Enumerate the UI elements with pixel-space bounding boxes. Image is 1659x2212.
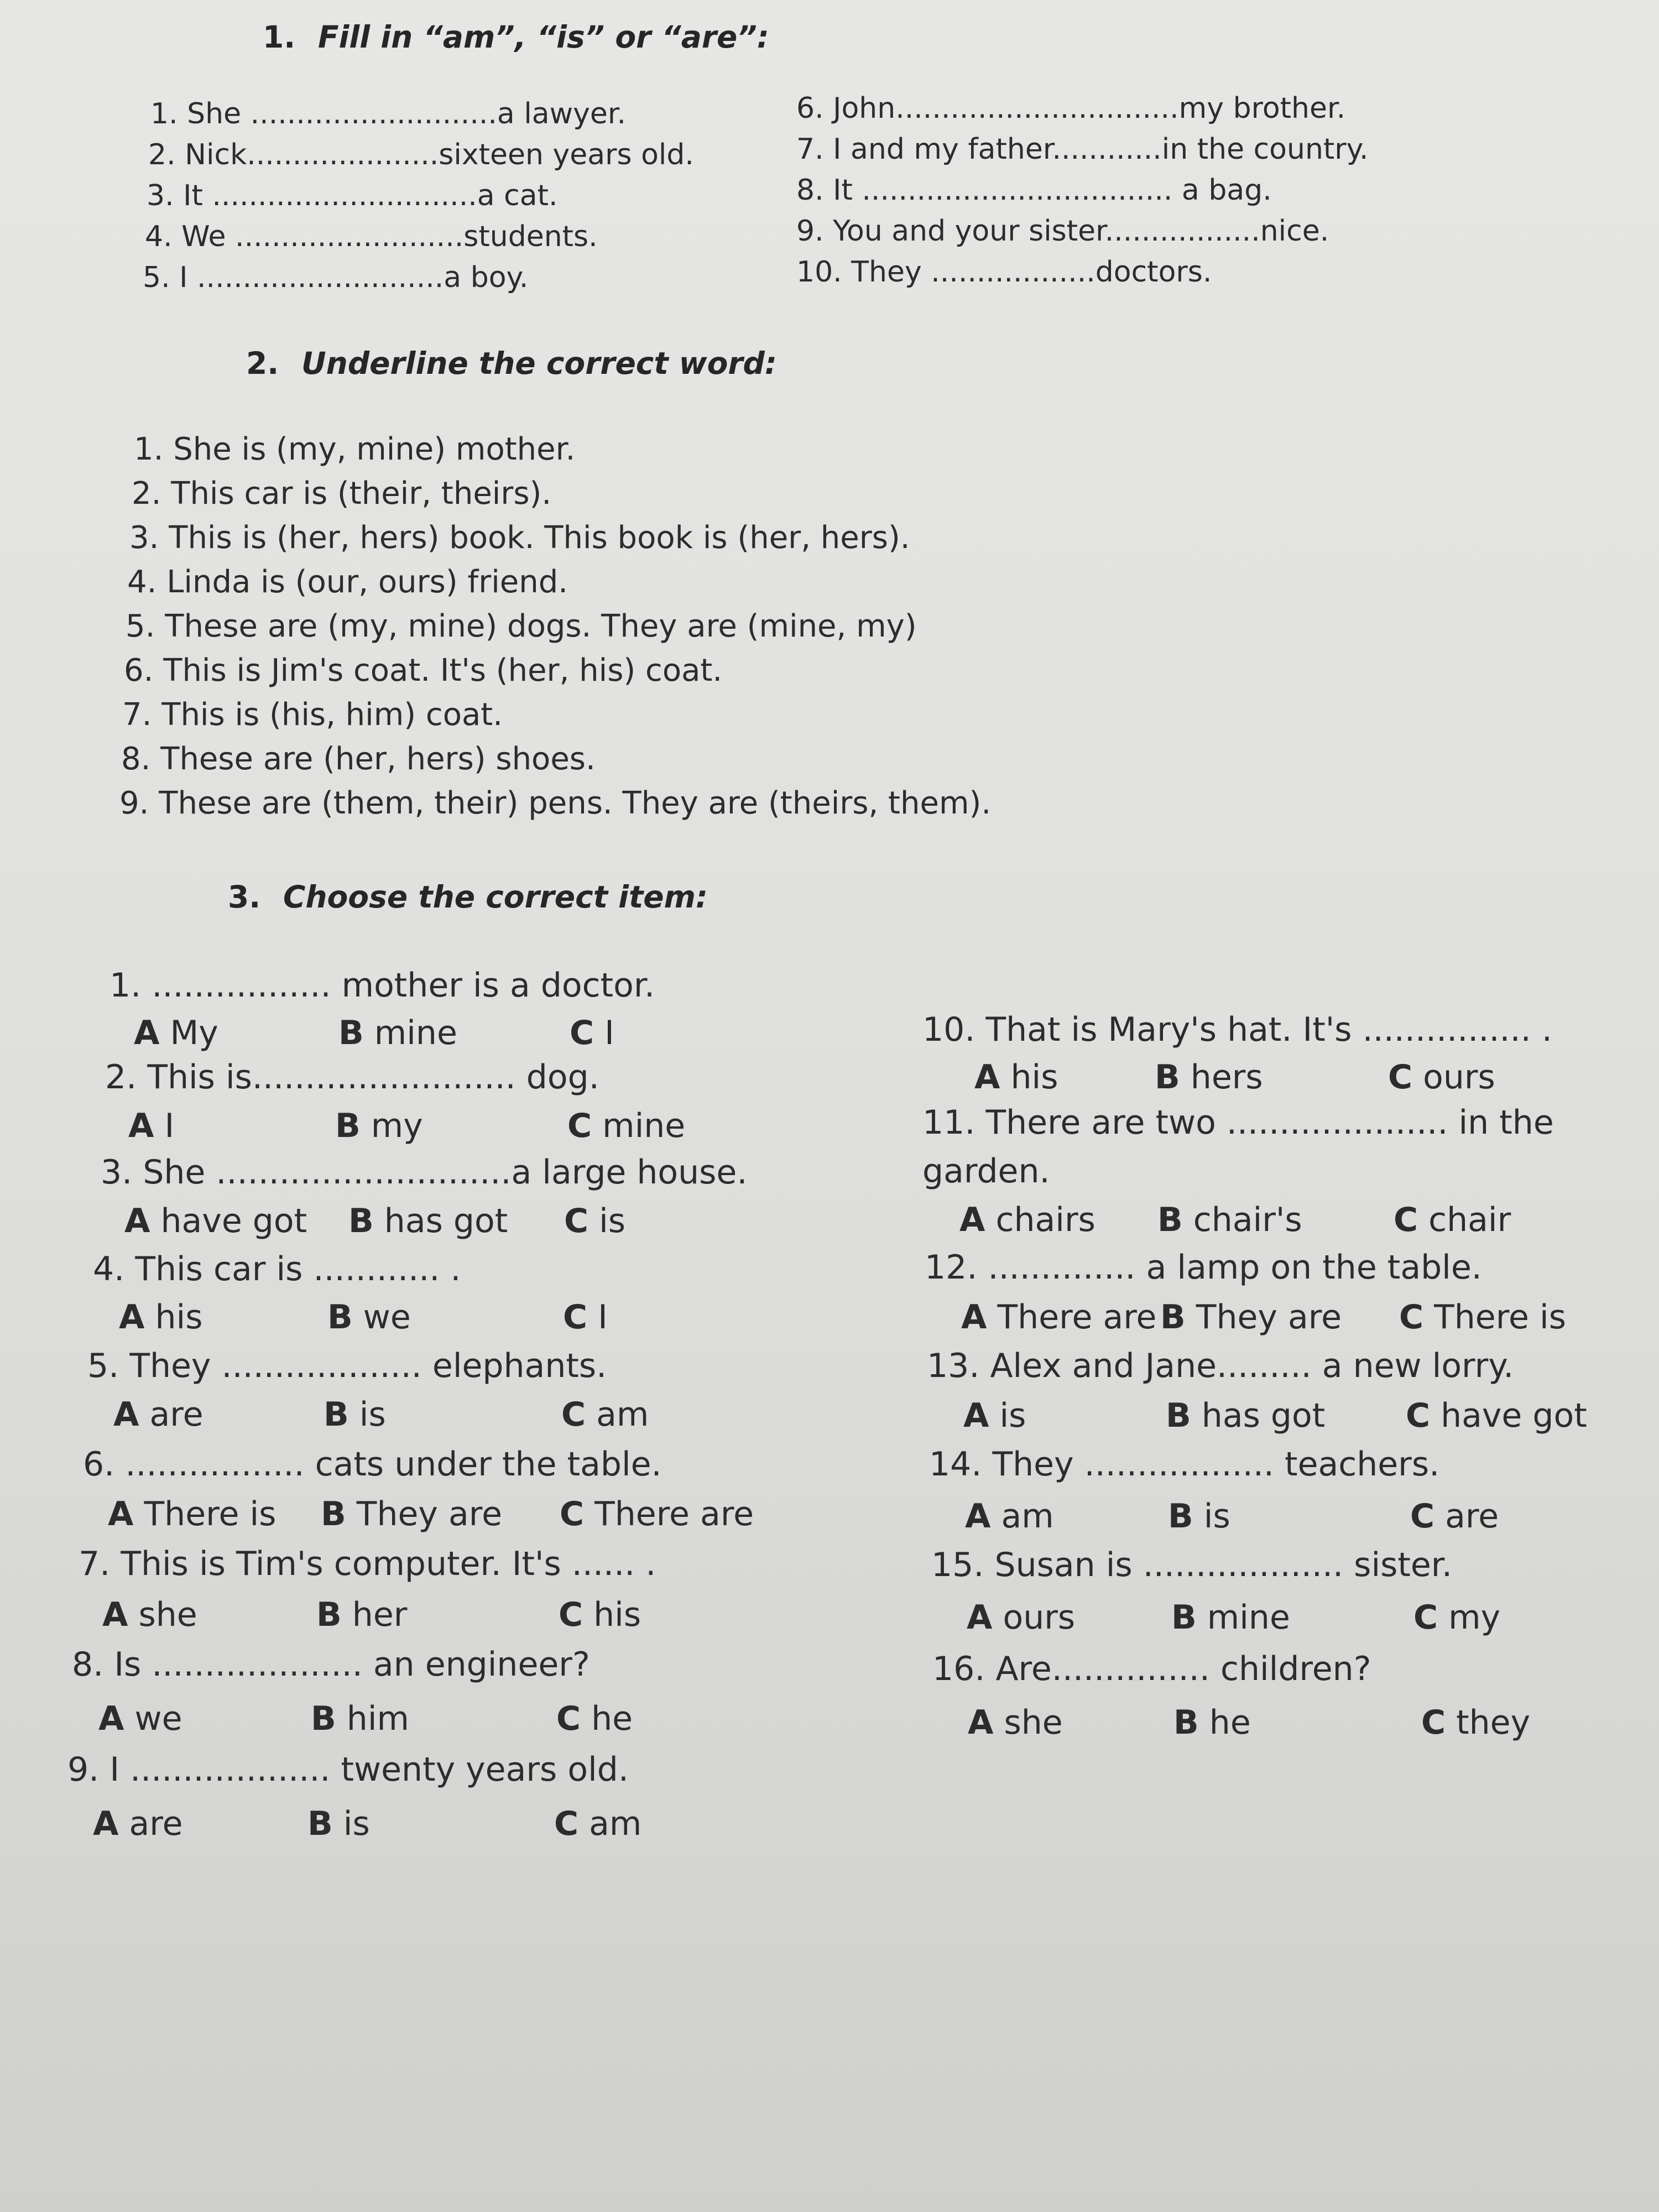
ex3-option-c: C am [561,1395,649,1434]
ex3-option-b: B him [311,1699,409,1738]
ex1-item: 10. They ..................doctors. [796,255,1212,289]
ex3-option-c: C have got [1406,1396,1587,1435]
ex1-item: 4. We .........................students. [145,220,598,253]
ex3-question: 15. Susan is ................... sister. [931,1546,1453,1584]
ex3-option-c: C I [570,1014,614,1052]
ex3-option-c: C my [1413,1598,1501,1637]
ex3-question: 11. There are two ..................... in the [922,1103,1554,1142]
ex3-question: 9. I ................... twenty years old. [67,1750,629,1789]
ex1-item: 1. She ...........................a lawyer. [150,97,627,131]
ex3-option-a: A his [974,1058,1058,1097]
ex3-option-b: B her [316,1595,408,1634]
ex3-option-a: A My [134,1014,218,1052]
ex3-option-b: B he [1173,1703,1251,1742]
ex3-option-b: B is [1168,1497,1230,1536]
exercise-3-heading [228,879,708,915]
exercise-2-heading [246,346,777,381]
ex3-question: 12. .............. a lamp on the table. [925,1248,1482,1287]
ex3-question: 14. They .................. teachers. [929,1445,1440,1484]
ex2-item: 8. These are (her, hers) shoes. [121,741,596,777]
ex3-question: 16. Are............... children? [932,1650,1371,1688]
ex3-option-c: C am [554,1804,642,1843]
ex3-option-a: A she [102,1595,197,1634]
ex3-option-b: B mine [1171,1598,1290,1637]
ex2-item: 9. These are (them, their) pens. They are (theirs, them). [119,785,992,821]
ex3-option-a: A There is [108,1495,276,1533]
ex3-question: 1. ................. mother is a doctor. [109,966,655,1005]
ex3-option-a: A ours [967,1598,1076,1637]
ex3-option-c: C mine [567,1107,686,1145]
ex1-item: 7. I and my father............in the country. [796,133,1369,166]
ex2-item: 4. Linda is (our, ours) friend. [127,564,568,600]
ex3-option-c: C There is [1399,1298,1566,1337]
ex3-option-b: B mine [338,1014,457,1052]
exercise-3-title: Choose the correct item: [283,879,708,915]
ex3-question: 8. Is .................... an engineer? [72,1645,590,1684]
exercise-1-heading [263,19,769,55]
ex3-option-a: A have got [124,1202,307,1240]
exercise-1-title: Fill in “am”, “is” or “are”: [318,19,769,55]
ex3-option-c: C is [564,1202,626,1240]
ex3-question: 3. She ............................a large house. [101,1153,748,1192]
exercise-2-number: 2. [246,346,279,381]
ex3-question: 5. They ................... elephants. [87,1347,607,1385]
ex3-option-b: B hers [1155,1058,1263,1097]
ex3-option-c: C they [1421,1703,1531,1742]
ex3-option-c: C ours [1388,1058,1495,1097]
ex3-option-a: A is [963,1396,1026,1435]
ex3-question-continued: garden. [922,1152,1050,1191]
ex3-question: 6. ................. cats under the table. [83,1445,662,1484]
ex3-option-a: A chairs [959,1201,1095,1239]
ex1-item: 6. John...............................my brother. [796,92,1346,125]
ex3-option-a: A are [93,1804,183,1843]
ex2-item: 1. She is (my, mine) mother. [134,431,576,467]
ex3-option-b: B has got [1166,1396,1326,1435]
ex1-item: 8. It .................................. a bag. [796,174,1272,207]
ex3-option-b: B has got [348,1202,508,1240]
ex2-item: 6. This is Jim's coat. It's (her, his) coat. [124,653,723,688]
ex3-option-b: B is [324,1395,386,1434]
ex3-option-a: A his [119,1298,203,1337]
ex3-option-b: B They are [1160,1298,1342,1337]
ex3-option-c: C I [563,1298,608,1337]
ex3-option-a: A There are [961,1298,1157,1337]
ex3-option-b: B chair's [1157,1201,1302,1239]
ex3-option-a: A am [965,1497,1054,1536]
exercise-3-number: 3. [228,879,261,915]
exercise-2-title: Underline the correct word: [301,346,777,381]
ex3-question: 7. This is Tim's computer. It's ...... . [79,1545,656,1583]
ex3-option-b: B is [307,1804,370,1843]
ex2-item: 2. This car is (their, theirs). [132,476,552,512]
ex2-item: 5. These are (my, mine) dogs. They are (mine, my) [126,608,917,644]
ex3-option-c: C are [1410,1497,1499,1536]
ex3-option-c: C his [559,1595,641,1634]
exercise-1-number: 1. [263,19,296,55]
ex3-option-c: C he [556,1699,633,1738]
ex3-question: 10. That is Mary's hat. It's ................ . [922,1010,1552,1049]
ex1-item: 3. It .............................a cat. [147,179,558,212]
ex3-option-c: C chair [1394,1201,1511,1239]
ex3-option-a: A we [98,1699,182,1738]
ex3-option-b: B my [335,1107,423,1145]
ex3-option-c: C There are [560,1495,754,1533]
ex3-option-a: A I [128,1107,175,1145]
ex1-item: 5. I ...........................a boy. [143,261,529,294]
ex2-item: 3. This is (her, hers) book. This book is (her, hers). [129,520,910,556]
ex3-option-b: B we [327,1298,411,1337]
ex3-option-b: B They are [321,1495,503,1533]
ex3-option-a: A are [113,1395,204,1434]
ex3-question: 4. This car is ............ . [93,1250,461,1288]
ex1-item: 2. Nick.....................sixteen years old. [148,138,694,171]
ex3-question: 2. This is......................... dog. [105,1058,599,1097]
ex3-question: 13. Alex and Jane......... a new lorry. [927,1347,1514,1385]
ex3-option-a: A she [968,1703,1063,1742]
ex1-item: 9. You and your sister.................nice. [796,215,1329,248]
ex2-item: 7. This is (his, him) coat. [122,697,503,733]
